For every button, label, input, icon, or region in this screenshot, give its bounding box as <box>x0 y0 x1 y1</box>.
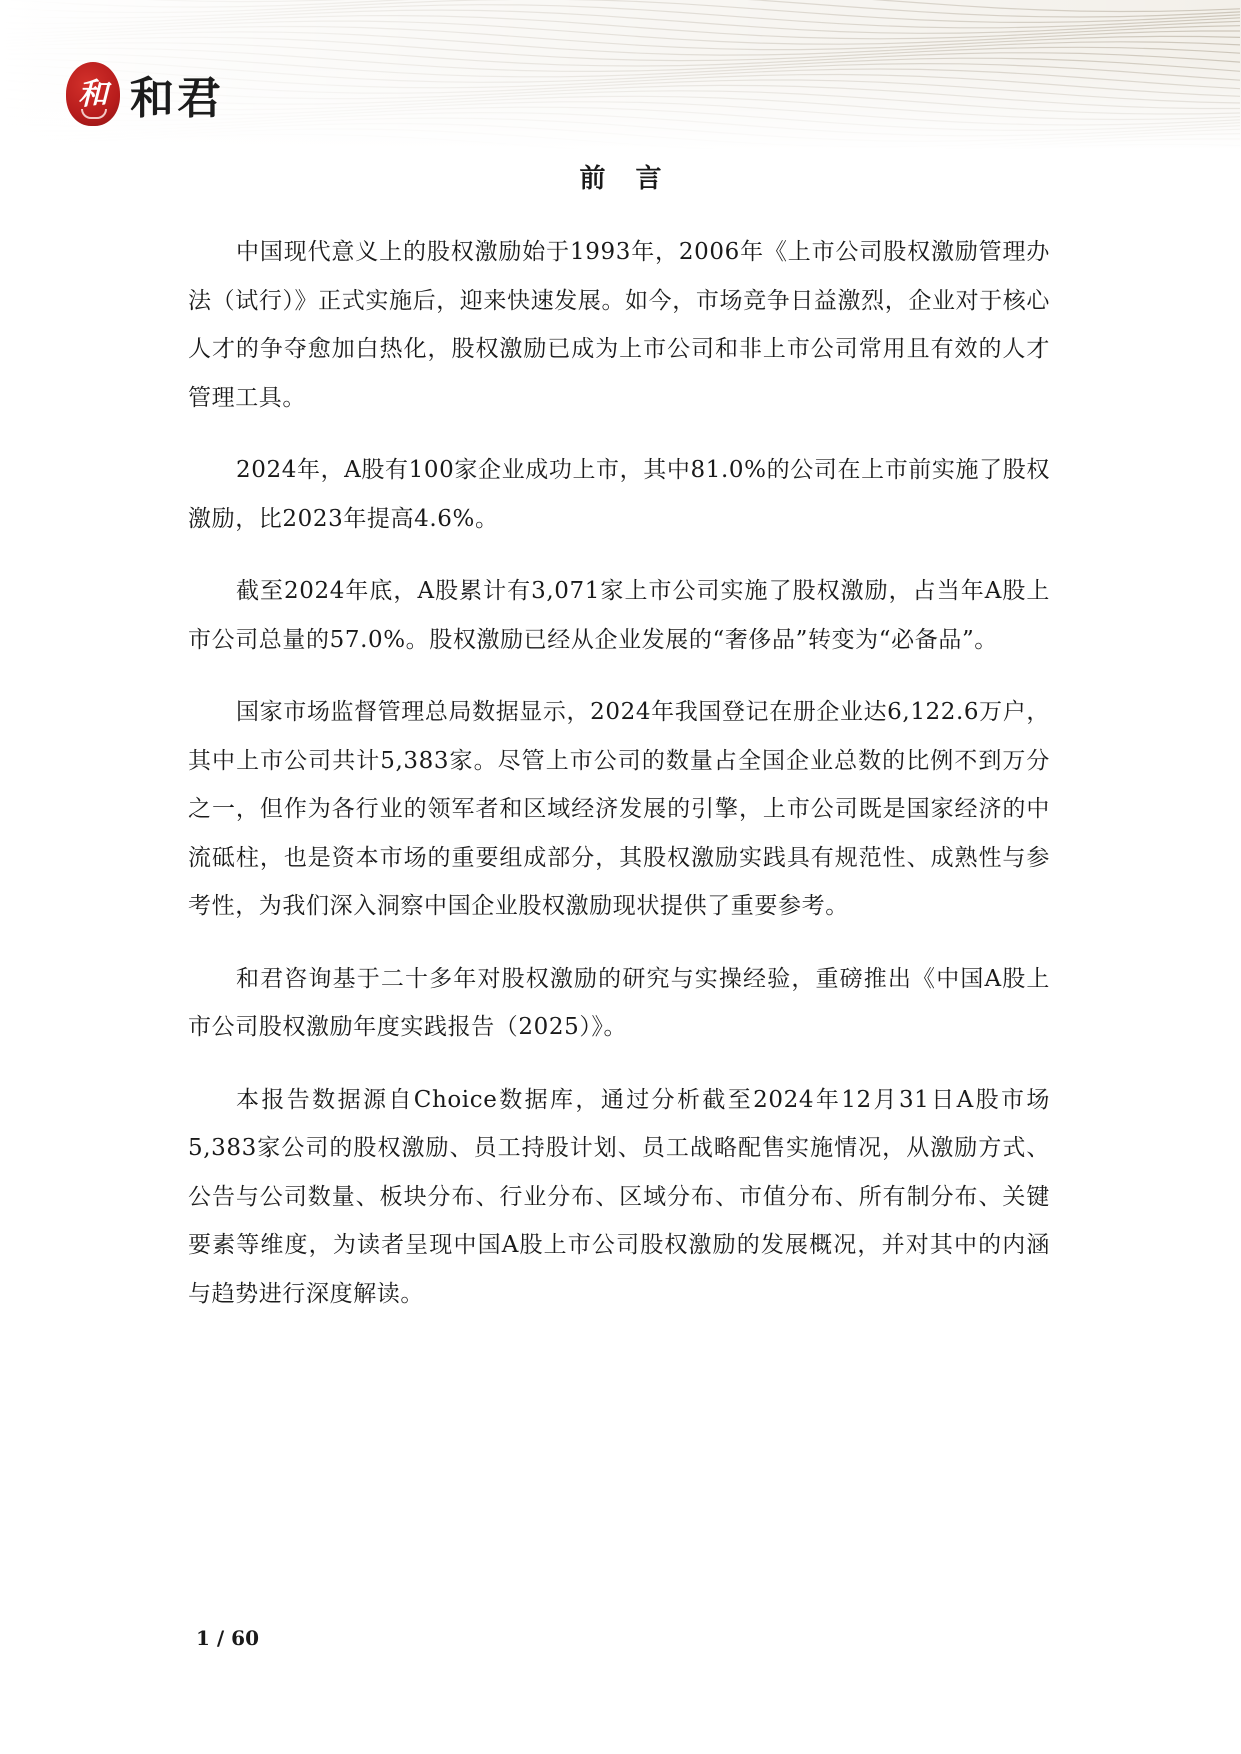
paragraph: 中国现代意义上的股权激励始于1993年，2006年《上市公司股权激励管理办法（试行）》正式实施后，迎来快速发展。如今，市场竞争日益激烈，企业对于核心人才的争夺愈加白热化，股权激励已成为上市公司和非上市公司常用且有效的人才管理工具。 <box>188 239 1050 411</box>
paragraph: 2024年，A股有100家企业成功上市，其中81.0%的公司在上市前实施了股权激励，比2023年提高4.6%。 <box>188 457 1050 532</box>
logo-seal-icon <box>66 62 120 126</box>
company-logo <box>66 62 224 126</box>
paragraph: 国家市场监督管理总局数据显示，2024年我国登记在册企业达6,122.6万户，其中上市公司共计5,383家。尽管上市公司的数量占全国企业总数的比例不到万分之一，但作为各行业的领军者和区域经济发展的引擎，上市公司既是国家经济的中流砥柱，也是资本市场的重要组成部分，其股权激励实践具有规范性、成熟性与参考性，为我们深入洞察中国企业股权激励现状提供了重要参考。 <box>188 699 1050 919</box>
page-number: 1 / 60 <box>196 1626 259 1650</box>
logo-wordmark: 和君 <box>130 73 224 124</box>
paragraph: 截至2024年底，A股累计有3,071家上市公司实施了股权激励，占当年A股上市公司总量的57.0%。股权激励已经从企业发展的“奢侈品”转变为“必备品”。 <box>188 578 1050 653</box>
paragraph: 和君咨询基于二十多年对股权激励的研究与实操经验，重磅推出《中国A股上市公司股权激励年度实践报告（2025）》。 <box>188 965 1050 1040</box>
logo-seal-glyph: 和 <box>78 77 108 112</box>
paragraph: 本报告数据源自Choice数据库，通过分析截至2024年12月31日A股市场5,383家公司的股权激励、员工持股计划、员工战略配售实施情况，从激励方式、公告与公司数量、板块分布、行业分布、区域分布、市值分布、所有制分布、关键要素等维度，为读者呈现中国A股上市公司股权激励的发展概况，并对其中的内涵与趋势进行深度解读。 <box>188 1086 1050 1307</box>
page-title: 前言 <box>579 164 692 194</box>
body-content <box>188 228 1050 1342</box>
